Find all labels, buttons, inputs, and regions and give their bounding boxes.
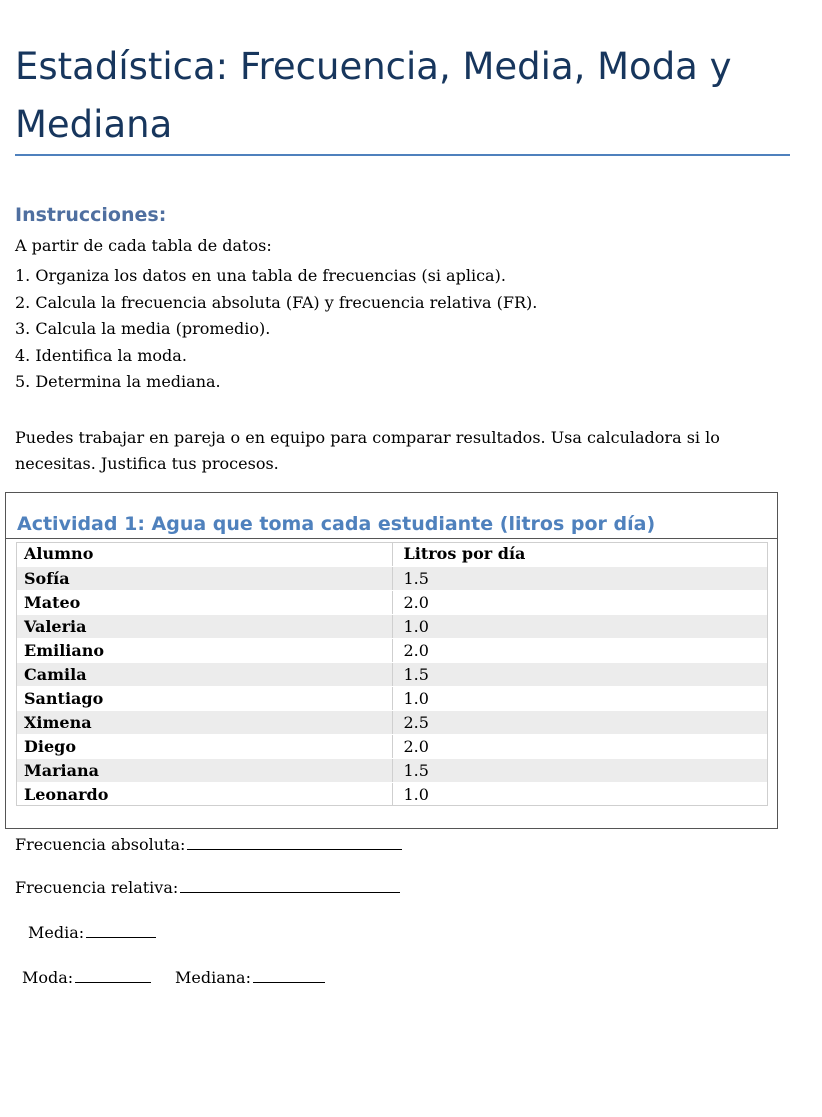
relative-frequency-blank[interactable] [180,879,400,893]
step-item: 2. Calcula la frecuencia absoluta (FA) y frecuencia relativa (FR). [15,292,538,312]
step-item: 3. Calcula la media (promedio). [15,319,271,338]
student-name: Mariana [16,758,392,782]
table-row [16,782,768,806]
student-name: Sofía [16,566,392,590]
student-name: Camila [16,662,392,686]
table-header-row [16,542,768,566]
absolute-frequency-answer [15,835,402,854]
liters-value: 1.5 [392,566,768,590]
table-row [16,566,768,590]
relative-frequency-label: Frecuencia relativa: [15,878,179,897]
instructions-paragraph: Puedes trabajar en pareja o en equipo para comparar resultados. Usa calculadora si lo necesitas. Justifica tus procesos. [15,428,720,473]
page-title: Estadística: Frecuencia, Media, Moda y Mediana [15,45,732,146]
instructions-intro: A partir de cada tabla de datos: [15,236,272,255]
liters-value: 1.0 [392,782,768,806]
liters-value: 1.5 [392,662,768,686]
moda-answer [22,968,151,987]
liters-value: 2.0 [392,638,768,662]
mediana-label: Mediana: [175,968,251,987]
step-item: 1. Organiza los datos en una tabla de frecuencias (si aplica). [15,266,506,285]
table-row [16,686,768,710]
student-name: Santiago [16,686,392,710]
absolute-frequency-label: Frecuencia absoluta: [15,835,186,854]
instructions-heading: Instrucciones: [15,204,167,226]
step-item: 5. Determina la mediana. [15,372,221,391]
liters-value: 2.0 [392,734,768,758]
table-row [16,614,768,638]
liters-value: 1.5 [392,758,768,782]
column-header-litros: Litros por día [392,542,768,566]
student-name: Leonardo [16,782,392,806]
mediana-blank[interactable] [253,969,325,983]
moda-label: Moda: [22,968,74,987]
liters-value: 1.0 [392,614,768,638]
step-item: 4. Identifica la moda. [15,345,187,365]
relative-frequency-answer [15,878,400,897]
liters-value: 1.0 [392,686,768,710]
column-header-alumno: Alumno [16,542,392,566]
student-name: Emiliano [16,638,392,662]
mediana-answer [175,968,325,987]
media-label: Media: [28,923,85,942]
table-row [16,638,768,662]
table-row [16,710,768,734]
activity-divider [5,538,778,539]
media-answer [28,923,156,942]
table-row [16,758,768,782]
table-row [16,590,768,614]
student-name: Diego [16,734,392,758]
data-table [16,542,768,807]
media-blank[interactable] [86,924,156,938]
student-name: Ximena [16,710,392,734]
activity-title: Actividad 1: Agua que toma cada estudiante (litros por día) [17,513,656,535]
liters-value: 2.5 [392,710,768,734]
student-name: Mateo [16,590,392,614]
instructions-steps [15,263,537,396]
table-row [16,662,768,686]
student-name: Valeria [16,614,392,638]
liters-value: 2.0 [392,590,768,614]
table-row [16,734,768,758]
title-divider [15,154,790,156]
absolute-frequency-blank[interactable] [187,836,402,850]
moda-blank[interactable] [75,969,151,983]
